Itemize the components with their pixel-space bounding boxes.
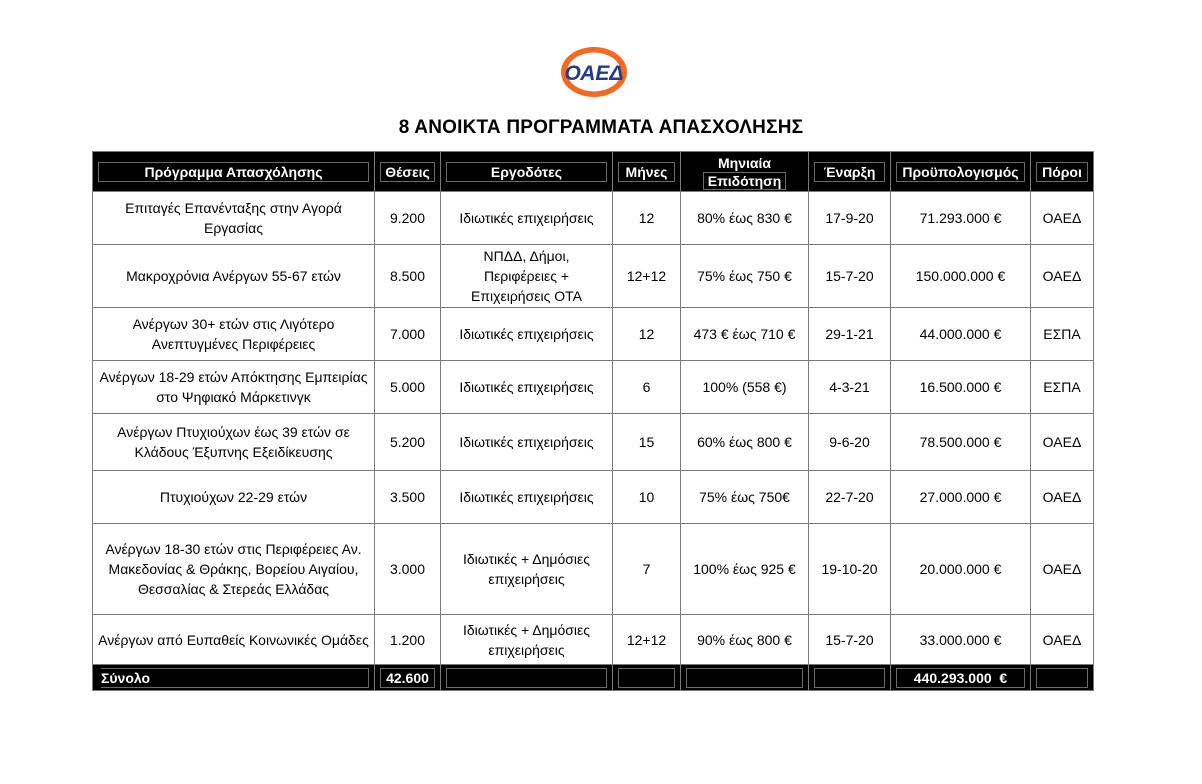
total-row — [93, 665, 1094, 691]
cell-resources: ΟΑΕΔ — [1031, 244, 1094, 307]
cell-resources: ΟΑΕΔ — [1031, 413, 1094, 470]
cell-start: 9-6-20 — [809, 413, 891, 470]
cell-positions: 3.000 — [375, 523, 441, 615]
table-row — [93, 244, 1094, 307]
header-positions: Θέσεις — [375, 152, 441, 192]
cell-program: Ανέργων 18-30 ετών στις Περιφέρειες Αν. Μακεδονίας & Θράκης, Βορείου Αιγαίου, Θεσσαλίας & Στερεάς Ελλάδας — [93, 523, 375, 615]
table-row — [93, 192, 1094, 245]
cell-program: Ανέργων Πτυχιούχων έως 39 ετών σε Κλάδους Έξυπνης Εξειδίκευσης — [93, 413, 375, 470]
cell-employers: Ιδιωτικές επιχειρήσεις — [441, 360, 613, 413]
cell-resources: ΟΑΕΔ — [1031, 192, 1094, 245]
cell-start: 17-9-20 — [809, 192, 891, 245]
total-months-empty — [613, 665, 681, 691]
cell-employers: Ιδιωτικές επιχειρήσεις — [441, 307, 613, 360]
cell-months: 12 — [613, 192, 681, 245]
header-resources: Πόροι — [1031, 152, 1094, 192]
cell-positions: 9.200 — [375, 192, 441, 245]
cell-subsidy: 75% έως 750€ — [681, 470, 809, 523]
cell-months: 12 — [613, 307, 681, 360]
cell-budget: 44.000.000 € — [891, 307, 1031, 360]
cell-budget: 20.000.000 € — [891, 523, 1031, 615]
cell-employers: Ιδιωτικές επιχειρήσεις — [441, 192, 613, 245]
oaed-logo — [559, 44, 629, 100]
header-start: Έναρξη — [809, 152, 891, 192]
total-label: Σύνολο — [93, 665, 375, 691]
cell-budget: 78.500.000 € — [891, 413, 1031, 470]
table-row — [93, 360, 1094, 413]
cell-positions: 5.200 — [375, 413, 441, 470]
header-employers: Εργοδότες — [441, 152, 613, 192]
cell-start: 22-7-20 — [809, 470, 891, 523]
cell-subsidy: 100% έως 925 € — [681, 523, 809, 615]
page-title: 8 ΑΝΟΙΚΤΑ ΠΡΟΓΡΑΜΜΑΤΑ ΑΠΑΣΧΟΛΗΣΗΣ — [398, 117, 804, 138]
programs-table — [92, 151, 1094, 691]
cell-positions: 3.500 — [375, 470, 441, 523]
cell-subsidy: 60% έως 800 € — [681, 413, 809, 470]
cell-subsidy: 80% έως 830 € — [681, 192, 809, 245]
cell-start: 4-3-21 — [809, 360, 891, 413]
cell-program: Μακροχρόνια Ανέργων 55-67 ετών — [93, 244, 375, 307]
cell-program: Ανέργων 18-29 ετών Απόκτησης Εμπειρίας στο Ψηφιακό Μάρκετινγκ — [93, 360, 375, 413]
total-start-empty — [809, 665, 891, 691]
cell-subsidy: 90% έως 800 € — [681, 615, 809, 665]
logo-text: ΟΑΕΔ — [564, 62, 624, 85]
total-subsidy-empty — [681, 665, 809, 691]
cell-program: Ανέργων από Ευπαθείς Κοινωνικές Ομάδες — [93, 615, 375, 665]
cell-months: 7 — [613, 523, 681, 615]
cell-months: 12+12 — [613, 615, 681, 665]
table-row — [93, 523, 1094, 615]
header-program: Πρόγραμμα Απασχόλησης — [93, 152, 375, 192]
cell-program: Επιταγές Επανένταξης στην Αγορά Εργασίας — [93, 192, 375, 245]
cell-employers: Ιδιωτικές επιχειρήσεις — [441, 470, 613, 523]
cell-resources: ΕΣΠΑ — [1031, 360, 1094, 413]
table-row — [93, 413, 1094, 470]
cell-budget: 150.000.000 € — [891, 244, 1031, 307]
header-months: Μήνες — [613, 152, 681, 192]
cell-program: Πτυχιούχων 22-29 ετών — [93, 470, 375, 523]
cell-start: 19-10-20 — [809, 523, 891, 615]
total-employers-empty — [441, 665, 613, 691]
cell-months: 10 — [613, 470, 681, 523]
cell-employers: ΝΠΔΔ, Δήμοι, Περιφέρειες + Επιχειρήσεις ΟΤΑ — [441, 244, 613, 307]
cell-positions: 5.000 — [375, 360, 441, 413]
cell-resources: ΕΣΠΑ — [1031, 307, 1094, 360]
cell-budget: 16.500.000 € — [891, 360, 1031, 413]
cell-employers: Ιδιωτικές + Δημόσιες επιχειρήσεις — [441, 523, 613, 615]
header-subsidy-line2: Επιδότηση — [703, 172, 787, 190]
cell-start: 15-7-20 — [809, 615, 891, 665]
total-positions: 42.600 — [375, 665, 441, 691]
total-resources-empty — [1031, 665, 1094, 691]
cell-resources: ΟΑΕΔ — [1031, 470, 1094, 523]
header-subsidy-line1: Μηνιαία — [718, 154, 771, 171]
cell-positions: 7.000 — [375, 307, 441, 360]
header-subsidy — [681, 152, 809, 192]
cell-months: 15 — [613, 413, 681, 470]
cell-budget: 33.000.000 € — [891, 615, 1031, 665]
cell-start: 29-1-21 — [809, 307, 891, 360]
header-row — [93, 152, 1094, 192]
cell-program: Ανέργων 30+ ετών στις Λιγότερο Ανεπτυγμένες Περιφέρειες — [93, 307, 375, 360]
table-row — [93, 615, 1094, 665]
cell-resources: ΟΑΕΔ — [1031, 523, 1094, 615]
cell-positions: 1.200 — [375, 615, 441, 665]
table-row — [93, 307, 1094, 360]
cell-subsidy: 473 € έως 710 € — [681, 307, 809, 360]
cell-months: 6 — [613, 360, 681, 413]
cell-resources: ΟΑΕΔ — [1031, 615, 1094, 665]
cell-subsidy: 75% έως 750 € — [681, 244, 809, 307]
cell-months: 12+12 — [613, 244, 681, 307]
cell-positions: 8.500 — [375, 244, 441, 307]
cell-employers: Ιδιωτικές + Δημόσιες επιχειρήσεις — [441, 615, 613, 665]
table-row — [93, 470, 1094, 523]
cell-start: 15-7-20 — [809, 244, 891, 307]
header-budget: Προϋπολογισμός — [891, 152, 1031, 192]
cell-budget: 27.000.000 € — [891, 470, 1031, 523]
total-budget: 440.293.000 € — [891, 665, 1031, 691]
cell-budget: 71.293.000 € — [891, 192, 1031, 245]
cell-employers: Ιδιωτικές επιχειρήσεις — [441, 413, 613, 470]
cell-subsidy: 100% (558 €) — [681, 360, 809, 413]
